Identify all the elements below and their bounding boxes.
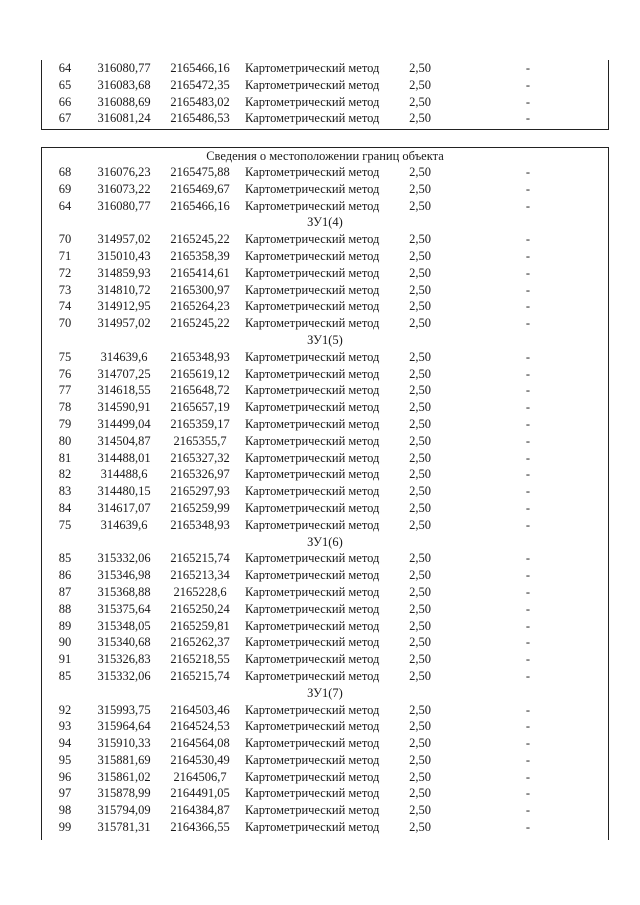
point-number: 99 <box>58 820 72 835</box>
accuracy-cell: 2,50 <box>409 232 431 247</box>
accuracy-cell: 2,50 <box>409 433 431 448</box>
method-cell: Картометрический метод <box>245 820 380 835</box>
y-coordinate: 2164564,08 <box>170 736 230 751</box>
x-coordinate: 314504,87 <box>97 433 151 448</box>
note-cell: - <box>525 299 531 314</box>
y-coordinate: 2165250,24 <box>170 601 230 616</box>
table-row <box>42 282 608 299</box>
accuracy-cell: 2,50 <box>409 736 431 751</box>
point-number: 82 <box>58 467 72 482</box>
table-row <box>42 500 608 517</box>
y-coordinate: 2164384,87 <box>170 803 230 818</box>
note-cell: - <box>525 517 531 532</box>
y-coordinate: 2164506,7 <box>173 769 227 784</box>
method-cell: Картометрический метод <box>245 282 380 297</box>
point-number: 67 <box>58 111 72 126</box>
table-row <box>42 248 608 265</box>
table-row <box>42 399 608 416</box>
y-coordinate: 2165327,32 <box>170 450 230 465</box>
table-row <box>42 752 608 769</box>
point-number: 93 <box>58 719 72 734</box>
note-cell: - <box>525 500 531 515</box>
y-coordinate: 2165472,35 <box>170 77 230 92</box>
method-cell: Картометрический метод <box>245 803 380 818</box>
method-cell: Картометрический метод <box>245 61 380 75</box>
accuracy-cell: 2,50 <box>409 61 431 75</box>
accuracy-cell: 2,50 <box>409 94 431 109</box>
point-number: 64 <box>58 198 72 213</box>
y-coordinate: 2165469,67 <box>170 181 230 196</box>
table-row <box>42 718 608 735</box>
accuracy-cell: 2,50 <box>409 769 431 784</box>
x-coordinate: 315340,68 <box>97 635 151 650</box>
table-row <box>42 181 608 198</box>
point-number: 76 <box>58 366 72 381</box>
table-row <box>42 416 608 433</box>
accuracy-cell: 2,50 <box>409 517 431 532</box>
method-cell: Картометрический метод <box>245 299 380 314</box>
x-coordinate: 315881,69 <box>97 752 151 767</box>
x-coordinate: 314707,25 <box>97 366 151 381</box>
point-number: 95 <box>58 752 72 767</box>
table-row <box>42 382 608 399</box>
x-coordinate: 314810,72 <box>97 282 151 297</box>
x-coordinate: 316080,77 <box>97 61 151 75</box>
method-cell: Картометрический метод <box>245 568 380 583</box>
table-row <box>42 819 608 836</box>
x-coordinate: 314618,55 <box>97 383 151 398</box>
accuracy-cell: 2,50 <box>409 719 431 734</box>
note-cell: - <box>525 383 531 398</box>
note-cell: - <box>525 803 531 818</box>
note-cell: - <box>525 702 531 717</box>
accuracy-cell: 2,50 <box>409 282 431 297</box>
method-cell: Картометрический метод <box>245 517 380 532</box>
y-coordinate: 2165228,6 <box>173 584 227 599</box>
table-row <box>42 802 608 819</box>
note-cell: - <box>525 450 531 465</box>
note-cell: - <box>525 584 531 599</box>
y-coordinate: 2165657,19 <box>170 400 230 415</box>
y-coordinate: 2165348,93 <box>170 517 230 532</box>
note-cell: - <box>525 61 531 75</box>
y-coordinate: 2165486,53 <box>170 111 230 126</box>
note-cell: - <box>525 265 531 280</box>
x-coordinate: 316073,22 <box>97 181 151 196</box>
note-cell: - <box>525 618 531 633</box>
table-row <box>42 298 608 315</box>
note-cell: - <box>525 165 531 179</box>
point-number: 75 <box>58 349 72 364</box>
note-cell: - <box>525 467 531 482</box>
method-cell: Картометрический метод <box>245 601 380 616</box>
table-row <box>42 735 608 752</box>
point-number: 68 <box>58 165 72 179</box>
method-cell: Картометрический метод <box>245 668 380 683</box>
x-coordinate: 315368,88 <box>97 584 151 599</box>
point-number: 85 <box>58 551 72 566</box>
note-cell: - <box>525 484 531 499</box>
note-cell: - <box>525 719 531 734</box>
table-row <box>42 785 608 802</box>
accuracy-cell: 2,50 <box>409 467 431 482</box>
y-coordinate: 2165326,97 <box>170 467 230 482</box>
table-row <box>42 466 608 483</box>
method-cell: Картометрический метод <box>245 232 380 247</box>
note-cell: - <box>525 786 531 801</box>
method-cell: Картометрический метод <box>245 165 380 179</box>
y-coordinate: 2165475,88 <box>170 165 230 179</box>
method-cell: Картометрический метод <box>245 111 380 126</box>
x-coordinate: 314639,6 <box>100 517 148 532</box>
point-number: 90 <box>58 635 72 650</box>
note-cell: - <box>525 433 531 448</box>
point-number: 65 <box>58 77 72 92</box>
accuracy-cell: 2,50 <box>409 316 431 331</box>
table-row <box>42 77 608 94</box>
section-label: ЗУ1(5) <box>307 332 343 347</box>
x-coordinate: 315781,31 <box>97 820 151 835</box>
boundary-table <box>41 147 609 840</box>
x-coordinate: 315346,98 <box>97 568 151 583</box>
accuracy-cell: 2,50 <box>409 416 431 431</box>
table-row <box>42 110 608 127</box>
y-coordinate: 2165355,7 <box>173 433 227 448</box>
y-coordinate: 2165215,74 <box>170 551 230 566</box>
note-cell: - <box>525 635 531 650</box>
accuracy-cell: 2,50 <box>409 77 431 92</box>
table-row <box>42 94 608 111</box>
x-coordinate: 315332,06 <box>97 668 151 683</box>
point-number: 91 <box>58 652 72 667</box>
y-coordinate: 2165483,02 <box>170 94 230 109</box>
method-cell: Картометрический метод <box>245 198 380 213</box>
accuracy-cell: 2,50 <box>409 198 431 213</box>
y-coordinate: 2165264,23 <box>170 299 230 314</box>
accuracy-cell: 2,50 <box>409 601 431 616</box>
accuracy-cell: 2,50 <box>409 366 431 381</box>
method-cell: Картометрический метод <box>245 484 380 499</box>
point-number: 74 <box>58 299 72 314</box>
note-cell: - <box>525 601 531 616</box>
x-coordinate: 315964,64 <box>97 719 151 734</box>
point-number: 84 <box>58 500 72 515</box>
x-coordinate: 314912,95 <box>97 299 151 314</box>
note-cell: - <box>525 820 531 835</box>
x-coordinate: 314488,6 <box>100 467 148 482</box>
note-cell: - <box>525 181 531 196</box>
y-coordinate: 2165262,37 <box>170 635 230 650</box>
table-row <box>42 702 608 719</box>
point-number: 83 <box>58 484 72 499</box>
point-number: 77 <box>58 383 72 398</box>
table-row <box>42 618 608 635</box>
table-row <box>42 668 608 685</box>
method-cell: Картометрический метод <box>245 769 380 784</box>
note-cell: - <box>525 568 531 583</box>
x-coordinate: 315375,64 <box>97 601 151 616</box>
method-cell: Картометрический метод <box>245 702 380 717</box>
table-row <box>42 634 608 651</box>
accuracy-cell: 2,50 <box>409 652 431 667</box>
method-cell: Картометрический метод <box>245 366 380 381</box>
point-number: 72 <box>58 265 72 280</box>
table-row <box>42 198 608 215</box>
y-coordinate: 2165215,74 <box>170 668 230 683</box>
y-coordinate: 2164503,46 <box>170 702 230 717</box>
x-coordinate: 315993,75 <box>97 702 151 717</box>
y-coordinate: 2165259,81 <box>170 618 230 633</box>
note-cell: - <box>525 416 531 431</box>
point-number: 71 <box>58 248 72 263</box>
point-number: 70 <box>58 316 72 331</box>
y-coordinate: 2165300,97 <box>170 282 230 297</box>
x-coordinate: 315332,06 <box>97 551 151 566</box>
method-cell: Картометрический метод <box>245 635 380 650</box>
point-number: 85 <box>58 668 72 683</box>
point-number: 89 <box>58 618 72 633</box>
x-coordinate: 314488,01 <box>97 450 151 465</box>
point-number: 97 <box>58 786 72 801</box>
table-row <box>42 517 608 534</box>
x-coordinate: 314957,02 <box>97 316 151 331</box>
method-cell: Картометрический метод <box>245 94 380 109</box>
accuracy-cell: 2,50 <box>409 383 431 398</box>
x-coordinate: 315326,83 <box>97 652 151 667</box>
note-cell: - <box>525 400 531 415</box>
x-coordinate: 316080,77 <box>97 198 151 213</box>
table-row <box>42 450 608 467</box>
point-number: 75 <box>58 517 72 532</box>
method-cell: Картометрический метод <box>245 316 380 331</box>
point-number: 98 <box>58 803 72 818</box>
table-row <box>42 231 608 248</box>
note-cell: - <box>525 752 531 767</box>
accuracy-cell: 2,50 <box>409 786 431 801</box>
x-coordinate: 315910,33 <box>97 736 151 751</box>
note-cell: - <box>525 349 531 364</box>
x-coordinate: 316083,68 <box>97 77 151 92</box>
point-number: 69 <box>58 181 72 196</box>
table-row <box>42 265 608 282</box>
method-cell: Картометрический метод <box>245 752 380 767</box>
point-number: 94 <box>58 736 72 751</box>
accuracy-cell: 2,50 <box>409 484 431 499</box>
point-number: 81 <box>58 450 72 465</box>
method-cell: Картометрический метод <box>245 500 380 515</box>
method-cell: Картометрический метод <box>245 416 380 431</box>
accuracy-cell: 2,50 <box>409 584 431 599</box>
y-coordinate: 2165414,61 <box>170 265 230 280</box>
table-row <box>42 315 608 332</box>
x-coordinate: 314859,93 <box>97 265 151 280</box>
x-coordinate: 315878,99 <box>97 786 151 801</box>
table-row <box>42 483 608 500</box>
accuracy-cell: 2,50 <box>409 618 431 633</box>
x-coordinate: 314480,15 <box>97 484 151 499</box>
x-coordinate: 315010,43 <box>97 248 151 263</box>
x-coordinate: 314590,91 <box>97 400 151 415</box>
x-coordinate: 314499,04 <box>97 416 151 431</box>
note-cell: - <box>525 316 531 331</box>
continued-table <box>41 60 609 130</box>
table-row <box>42 164 608 181</box>
method-cell: Картометрический метод <box>245 551 380 566</box>
accuracy-cell: 2,50 <box>409 349 431 364</box>
x-coordinate: 314617,07 <box>97 500 151 515</box>
table-row <box>42 60 608 77</box>
accuracy-cell: 2,50 <box>409 568 431 583</box>
note-cell: - <box>525 282 531 297</box>
y-coordinate: 2165259,99 <box>170 500 230 515</box>
note-cell: - <box>525 551 531 566</box>
y-coordinate: 2164366,55 <box>170 820 230 835</box>
y-coordinate: 2165213,34 <box>170 568 230 583</box>
table-row <box>42 651 608 668</box>
y-coordinate: 2165348,93 <box>170 349 230 364</box>
accuracy-cell: 2,50 <box>409 111 431 126</box>
method-cell: Картометрический метод <box>245 248 380 263</box>
y-coordinate: 2164530,49 <box>170 752 230 767</box>
note-cell: - <box>525 366 531 381</box>
method-cell: Картометрический метод <box>245 383 380 398</box>
note-cell: - <box>525 77 531 92</box>
method-cell: Картометрический метод <box>245 584 380 599</box>
table-row <box>42 601 608 618</box>
section-label: ЗУ1(7) <box>307 685 343 700</box>
note-cell: - <box>525 769 531 784</box>
note-cell: - <box>525 111 531 126</box>
accuracy-cell: 2,50 <box>409 400 431 415</box>
x-coordinate: 316076,23 <box>97 165 151 179</box>
y-coordinate: 2165245,22 <box>170 316 230 331</box>
table-row <box>42 349 608 366</box>
accuracy-cell: 2,50 <box>409 752 431 767</box>
y-coordinate: 2165466,16 <box>170 61 230 75</box>
method-cell: Картометрический метод <box>245 618 380 633</box>
y-coordinate: 2165218,55 <box>170 652 230 667</box>
accuracy-cell: 2,50 <box>409 450 431 465</box>
x-coordinate: 314639,6 <box>100 349 148 364</box>
accuracy-cell: 2,50 <box>409 820 431 835</box>
y-coordinate: 2164524,53 <box>170 719 230 734</box>
y-coordinate: 2165359,17 <box>170 416 230 431</box>
method-cell: Картометрический метод <box>245 181 380 196</box>
accuracy-cell: 2,50 <box>409 500 431 515</box>
point-number: 78 <box>58 400 72 415</box>
accuracy-cell: 2,50 <box>409 248 431 263</box>
method-cell: Картометрический метод <box>245 719 380 734</box>
method-cell: Картометрический метод <box>245 349 380 364</box>
accuracy-cell: 2,50 <box>409 265 431 280</box>
point-number: 86 <box>58 568 72 583</box>
table-row <box>42 567 608 584</box>
x-coordinate: 315348,05 <box>97 618 151 633</box>
note-cell: - <box>525 232 531 247</box>
method-cell: Картометрический метод <box>245 736 380 751</box>
note-cell: - <box>525 652 531 667</box>
table-row <box>42 584 608 601</box>
point-number: 64 <box>58 61 72 75</box>
method-cell: Картометрический метод <box>245 652 380 667</box>
x-coordinate: 316081,24 <box>97 111 151 126</box>
point-number: 80 <box>58 433 72 448</box>
method-cell: Картометрический метод <box>245 450 380 465</box>
point-number: 96 <box>58 769 72 784</box>
y-coordinate: 2165358,39 <box>170 248 230 263</box>
note-cell: - <box>525 248 531 263</box>
method-cell: Картометрический метод <box>245 265 380 280</box>
x-coordinate: 314957,02 <box>97 232 151 247</box>
method-cell: Картометрический метод <box>245 400 380 415</box>
method-cell: Картометрический метод <box>245 433 380 448</box>
accuracy-cell: 2,50 <box>409 551 431 566</box>
x-coordinate: 315861,02 <box>97 769 151 784</box>
accuracy-cell: 2,50 <box>409 299 431 314</box>
accuracy-cell: 2,50 <box>409 165 431 179</box>
point-number: 66 <box>58 94 72 109</box>
table-row <box>42 550 608 567</box>
x-coordinate: 316088,69 <box>97 94 151 109</box>
y-coordinate: 2165245,22 <box>170 232 230 247</box>
y-coordinate: 2164491,05 <box>170 786 230 801</box>
y-coordinate: 2165619,12 <box>170 366 230 381</box>
point-number: 79 <box>58 416 72 431</box>
accuracy-cell: 2,50 <box>409 668 431 683</box>
note-cell: - <box>525 94 531 109</box>
table-row <box>42 433 608 450</box>
y-coordinate: 2165466,16 <box>170 198 230 213</box>
point-number: 88 <box>58 601 72 616</box>
section-label: ЗУ1(4) <box>307 215 343 230</box>
note-cell: - <box>525 668 531 683</box>
x-coordinate: 315794,09 <box>97 803 151 818</box>
section-label: ЗУ1(6) <box>307 534 343 549</box>
point-number: 73 <box>58 282 72 297</box>
y-coordinate: 2165648,72 <box>170 383 230 398</box>
accuracy-cell: 2,50 <box>409 635 431 650</box>
table-row <box>42 769 608 786</box>
method-cell: Картометрический метод <box>245 786 380 801</box>
point-number: 92 <box>58 702 72 717</box>
point-number: 87 <box>58 584 72 599</box>
accuracy-cell: 2,50 <box>409 181 431 196</box>
note-cell: - <box>525 736 531 751</box>
method-cell: Картометрический метод <box>245 467 380 482</box>
note-cell: - <box>525 198 531 213</box>
accuracy-cell: 2,50 <box>409 803 431 818</box>
y-coordinate: 2165297,93 <box>170 484 230 499</box>
point-number: 70 <box>58 232 72 247</box>
method-cell: Картометрический метод <box>245 77 380 92</box>
table-row <box>42 366 608 383</box>
table-title: Сведения о местоположении границ объекта <box>206 149 444 163</box>
accuracy-cell: 2,50 <box>409 702 431 717</box>
